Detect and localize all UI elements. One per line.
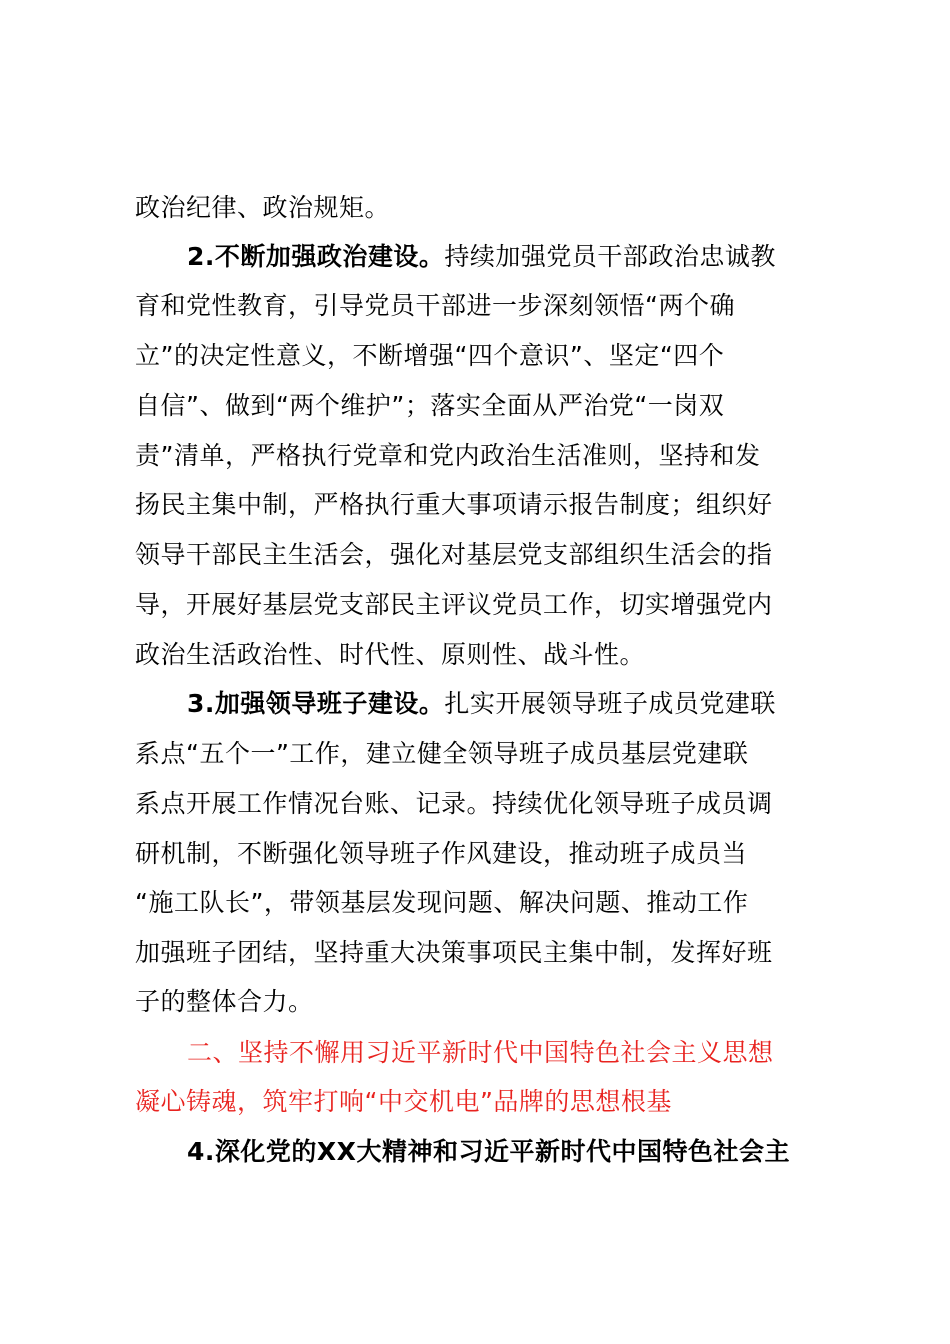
paragraph-text: 领导干部民主生活会，强化对基层党支部组织生活会的指	[135, 540, 773, 569]
paragraph-text: 责”清单，严格执行党章和党内政治生活准则，坚持和发	[135, 441, 761, 470]
paragraph-line	[135, 630, 855, 680]
paragraph-text: 系点开展工作情况台账、记录。持续优化领导班子成员调	[135, 789, 773, 818]
section-heading-text: 二、坚持不懈用习近平新时代中国特色社会主义思想	[187, 1038, 774, 1067]
paragraph-text: 系点“五个一”工作，建立健全领导班子成员基层党建联	[135, 739, 749, 768]
paragraph-text: 加强班子团结，坚持重大决策事项民主集中制，发挥好班	[135, 938, 773, 967]
paragraph-text: 育和党性教育，引导党员干部进一步深刻领悟“两个确	[135, 291, 735, 320]
paragraph-line	[135, 829, 855, 879]
paragraph-line	[135, 480, 855, 530]
paragraph-text: 自信”、做到“两个维护”；落实全面从严治党“一岗双	[135, 391, 725, 420]
paragraph-line	[135, 779, 855, 829]
section-heading-text: 凝心铸魂，筑牢打响“中交机电”品牌的思想根基	[135, 1087, 672, 1116]
paragraph-text: “施工队长”，带领基层发现问题、解决问题、推动工作	[135, 888, 749, 917]
paragraph-line	[135, 331, 855, 381]
paragraph-text: 政治纪律、政治规矩。	[135, 193, 391, 222]
paragraph-line	[135, 729, 855, 779]
paragraph-line	[187, 679, 855, 729]
paragraph-line	[135, 431, 855, 481]
item-heading: 4.深化党的XX大精神和习近平新时代中国特色社会主	[187, 1137, 790, 1166]
paragraph-line	[135, 281, 855, 331]
paragraph-text: 研机制，不断强化领导班子作风建设，推动班子成员当	[135, 839, 748, 868]
paragraph-line	[135, 977, 855, 1027]
paragraph-line	[187, 232, 855, 282]
item-heading: 3.加强领导班子建设。	[187, 689, 445, 718]
paragraph-line	[135, 878, 855, 928]
paragraph-text: 扬民主集中制，严格执行重大事项请示报告制度；组织好	[135, 490, 773, 519]
paragraph-line	[135, 530, 855, 580]
paragraph-text: 扎实开展领导班子成员党建联	[444, 689, 776, 718]
section-heading-line	[135, 1077, 855, 1127]
paragraph-line	[135, 928, 855, 978]
item-heading: 2.不断加强政治建设。	[187, 242, 445, 271]
paragraph-line	[135, 381, 855, 431]
paragraph-line	[135, 580, 855, 630]
section-heading-line	[187, 1028, 855, 1078]
paragraph-text: 子的整体合力。	[135, 987, 314, 1016]
paragraph-line	[135, 183, 855, 233]
item-heading-line	[187, 1127, 855, 1177]
paragraph-text: 政治生活政治性、时代性、原则性、战斗性。	[135, 640, 646, 669]
paragraph-text: 导，开展好基层党支部民主评议党员工作，切实增强党内	[135, 590, 773, 619]
paragraph-text: 立”的决定性意义，不断增强“四个意识”、坚定“四个	[135, 341, 725, 370]
paragraph-text: 持续加强党员干部政治忠诚教	[444, 242, 776, 271]
